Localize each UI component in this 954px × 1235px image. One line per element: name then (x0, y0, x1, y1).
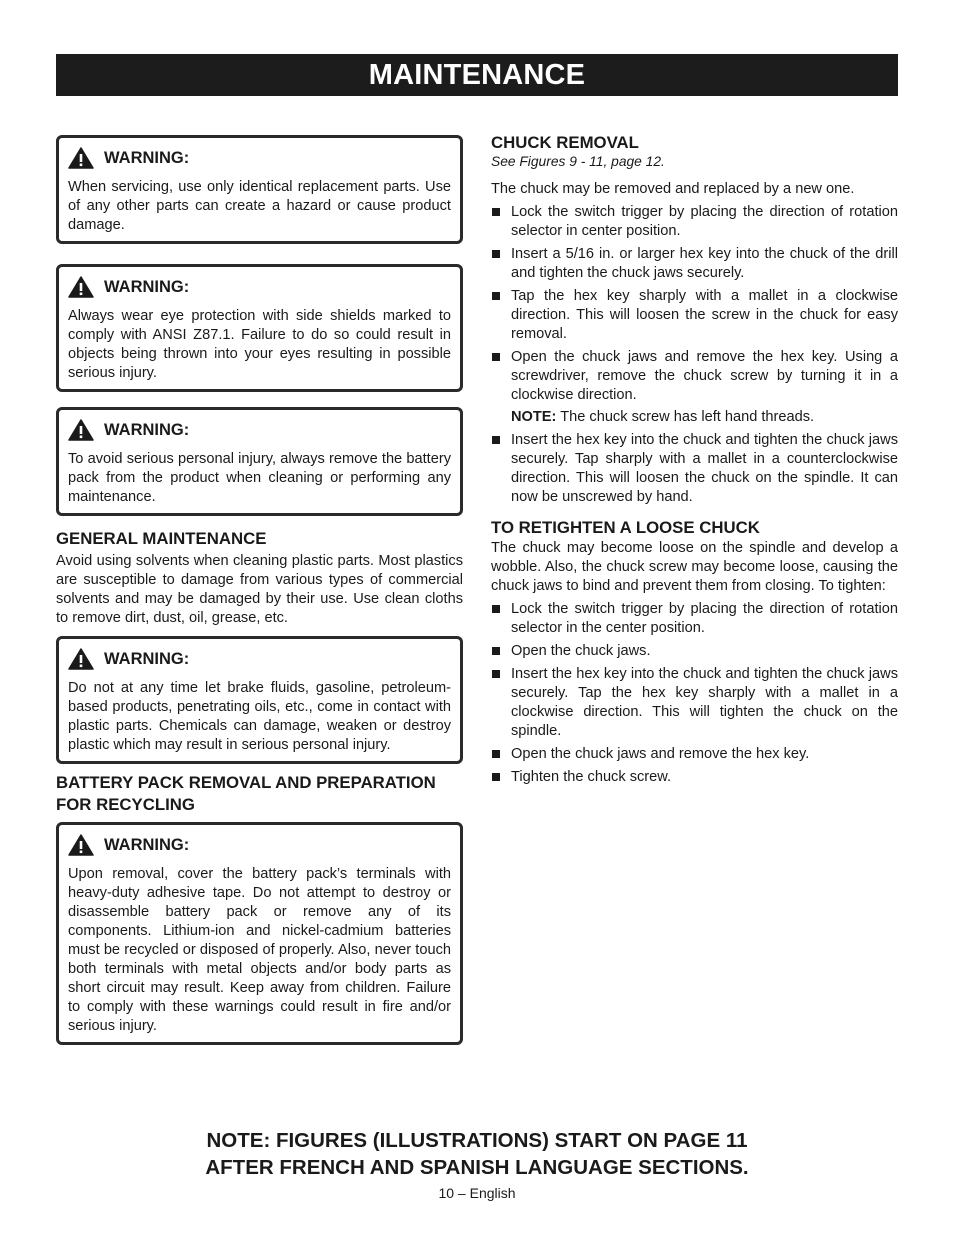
warning-text: Do not at any time let brake fluids, gasoline, petroleum-based products, penetrating oils, etc., come in contact with plastic parts. Chemicals can damage, weaken or destroy plastic which may result in serious personal injury. (68, 680, 451, 753)
warning-triangle-icon (68, 147, 94, 169)
square-bullet-icon (492, 750, 500, 758)
square-bullet-icon (492, 773, 500, 781)
list-item: Insert a 5/16 in. or larger hex key into the chuck of the drill and tighten the chuck jaws securely. (491, 245, 898, 283)
section-heading-retighten-chuck: TO RETIGHTEN A LOOSE CHUCK (491, 518, 760, 537)
warning-heading: WARNING: (104, 278, 190, 296)
square-bullet-icon (492, 647, 500, 655)
chuck-removal-steps (491, 203, 898, 405)
warning-box-battery-recycling (56, 822, 463, 1045)
retighten-intro: The chuck may become loose on the spindle and develop a wobble. Also, the chuck screw may become loose, causing the chuck jaws to bind and prevent them from closing. To tighten: (491, 540, 898, 594)
warning-triangle-icon (68, 276, 94, 298)
warning-heading: WARNING: (104, 149, 190, 167)
retighten-steps (491, 600, 898, 787)
square-bullet-icon (492, 436, 500, 444)
warning-text: Always wear eye protection with side shields marked to comply with ANSI Z87.1. Failure to do so could result in objects being thrown into your eyes resulting in possible serious injury. (68, 308, 451, 381)
general-maintenance-text: Avoid using solvents when cleaning plastic parts. Most plastics are susceptible to damage from various types of commercial solvents and may be damaged by their use. Use clean cloths to remove dirt, dust, oil, grease, etc. (56, 553, 463, 626)
note-label: NOTE: (511, 409, 557, 425)
section-heading-battery-pack-removal: BATTERY PACK REMOVAL AND PREPARATION FOR RECYCLING (56, 773, 436, 814)
warning-box-eye-protection (56, 264, 463, 392)
warning-heading: WARNING: (104, 421, 190, 439)
warning-text: When servicing, use only identical replacement parts. Use of any other parts can create a hazard or cause product damage. (68, 179, 451, 233)
warning-text: Upon removal, cover the battery pack’s terminals with heavy-duty adhesive tape. Do not attempt to destroy or disassemble battery pack or remove any of its components. Lithium-ion and nickel-cadmium batteries must be recycled or disposed of properly. Also, never touch both terminals with metal objects and/or body parts as short circuit may result. Keep away from children. Failure to comply with these warnings could result in fire and/or serious injury. (68, 866, 451, 1034)
chuck-removal-steps-continued (491, 431, 898, 507)
warning-triangle-icon (68, 648, 94, 670)
note-text: The chuck screw has left hand threads. (560, 409, 815, 425)
section-heading-chuck-removal: CHUCK REMOVAL (491, 133, 639, 152)
square-bullet-icon (492, 208, 500, 216)
list-item: Open the chuck jaws and remove the hex key. Using a screwdriver, remove the chuck screw by turning it in a clockwise direction. (491, 348, 898, 405)
list-item: Tap the hex key sharply with a mallet in a clockwise direction. This will loosen the screw in the chuck for easy removal. (491, 287, 898, 344)
figures-note-line-2: AFTER FRENCH AND SPANISH LANGUAGE SECTIONS. (205, 1156, 749, 1179)
list-item: Lock the switch trigger by placing the direction of rotation selector in the center position. (491, 600, 898, 638)
chuck-removal-intro: The chuck may be removed and replaced by a new one. (491, 181, 855, 197)
figures-note-line-1: NOTE: FIGURES (ILLUSTRATIONS) START ON PAGE 11 (206, 1129, 748, 1152)
square-bullet-icon (492, 250, 500, 258)
list-item: Tighten the chuck screw. (491, 768, 898, 787)
right-column (491, 132, 898, 787)
list-item: Insert the hex key into the chuck and tighten the chuck jaws securely. Tap sharply with a mallet in a counterclockwise direction. This will loosen the chuck on the spindle. It can now be unscrewed by hand. (491, 431, 898, 507)
list-item: Lock the switch trigger by placing the direction of rotation selector in center position. (491, 203, 898, 241)
section-heading-general-maintenance: GENERAL MAINTENANCE (56, 529, 267, 548)
warning-heading: WARNING: (104, 650, 190, 668)
warning-text: To avoid serious personal injury, always remove the battery pack from the product when cleaning or performing any maintenance. (68, 451, 451, 505)
warning-triangle-icon (68, 419, 94, 441)
warning-triangle-icon (68, 834, 94, 856)
list-item: Insert the hex key into the chuck and tighten the chuck jaws securely. Tap the hex key sharply with a mallet in a clockwise direction. This will tighten the chuck on the spindle. (491, 665, 898, 741)
square-bullet-icon (492, 353, 500, 361)
warning-box-chemicals (56, 636, 463, 764)
warning-box-remove-battery (56, 407, 463, 516)
figure-reference: See Figures 9 - 11, page 12. (491, 154, 665, 169)
page-title: MAINTENANCE (56, 54, 898, 96)
warning-heading: WARNING: (104, 836, 190, 854)
square-bullet-icon (492, 670, 500, 678)
list-item: Open the chuck jaws and remove the hex key. (491, 745, 898, 764)
warning-box-replacement-parts (56, 135, 463, 244)
list-item: Open the chuck jaws. (491, 642, 898, 661)
figures-note (0, 1127, 954, 1181)
square-bullet-icon (492, 605, 500, 613)
left-column (56, 135, 463, 1045)
page-number: 10 – English (438, 1185, 516, 1201)
square-bullet-icon (492, 292, 500, 300)
note (491, 408, 898, 427)
